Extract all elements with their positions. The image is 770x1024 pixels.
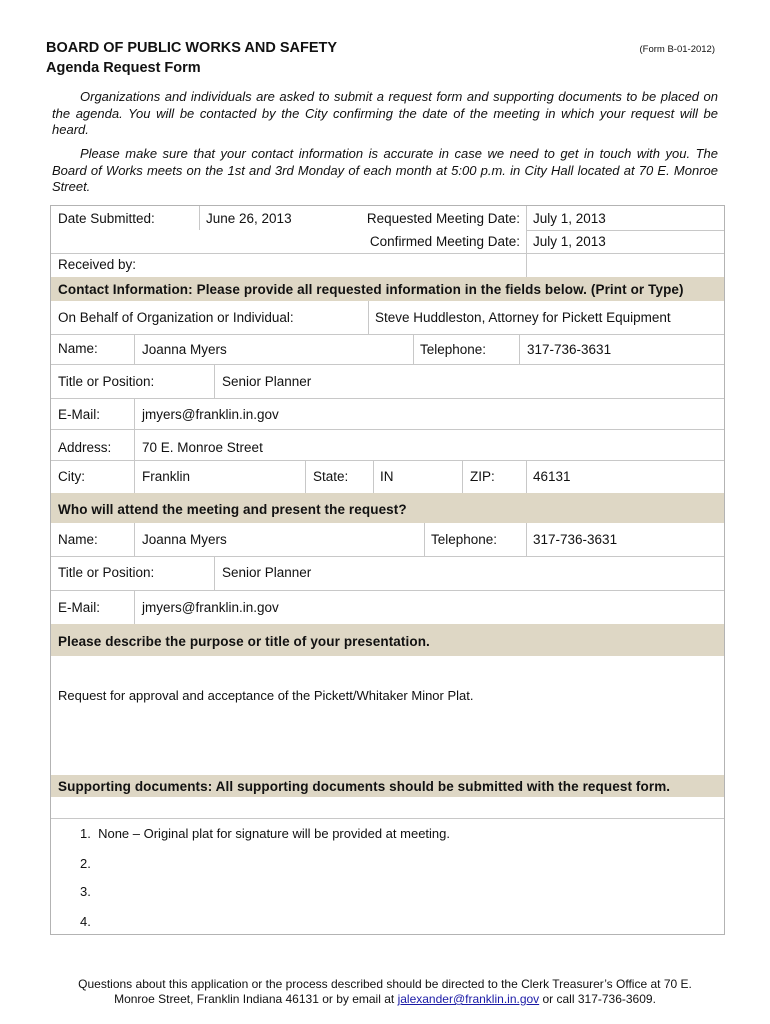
footer-note: Questions about this application or the process described should be directed to the Clerk Treasurer’s Office at 70 E. Monroe Street, Franklin Indiana 46131 or by email at jalexander@franklin.in.gov or call 317-736-3609. <box>78 977 692 1006</box>
attendee-name-field[interactable]: Joanna Myers <box>142 532 227 547</box>
state-field[interactable]: IN <box>380 469 394 484</box>
confirmed-date-field[interactable]: July 1, 2013 <box>533 234 606 249</box>
document-item-2[interactable]: 2. <box>80 856 91 871</box>
attendee-name-label: Name: <box>58 532 98 547</box>
contact-section-title: Contact Information: Please provide all requested information in the fields below. (Print or Type) <box>58 282 684 297</box>
state-label: State: <box>313 469 349 484</box>
attendee-title-label: Title or Position: <box>58 565 155 580</box>
purpose-section-title: Please describe the purpose or title of your presentation. <box>58 634 430 649</box>
document-item-4[interactable]: 4. <box>80 914 91 929</box>
document-item-1[interactable]: 1. None – Original plat for signature will be provided at meeting. <box>80 826 450 841</box>
city-field[interactable]: Franklin <box>142 469 191 484</box>
attendee-section-title: Who will attend the meeting and present the request? <box>58 502 407 517</box>
clerk-email-link[interactable]: jalexander@franklin.in.gov <box>397 992 540 1006</box>
purpose-text-field[interactable]: Request for approval and acceptance of the Pickett/Whitaker Minor Plat. <box>58 688 474 703</box>
contact-email-field[interactable]: jmyers@franklin.in.gov <box>142 407 279 422</box>
document-item-3[interactable]: 3. <box>80 884 91 899</box>
intro-paragraph-1: Organizations and individuals are asked to submit a request form and supporting documents to be placed on the agenda. You will be contacted by the City confirming the date of the meeting in which your request will be heard. <box>52 89 718 137</box>
contact-title-label: Title or Position: <box>58 374 155 389</box>
zip-label: ZIP: <box>470 469 495 484</box>
requested-date-field[interactable]: July 1, 2013 <box>533 211 606 226</box>
behalf-label: On Behalf of Organization or Individual: <box>58 310 294 325</box>
city-label: City: <box>58 469 85 484</box>
form-number: (Form B-01-2012) <box>639 44 715 55</box>
documents-section-title: Supporting documents: All supporting documents should be submitted with the request form. <box>58 779 671 794</box>
contact-email-label: E-Mail: <box>58 407 101 422</box>
form-subtitle: Agenda Request Form <box>46 60 201 76</box>
received-by-label: Received by: <box>58 257 137 272</box>
contact-title-field[interactable]: Senior Planner <box>222 374 312 389</box>
attendee-email-label: E-Mail: <box>58 600 101 615</box>
attendee-title-field[interactable]: Senior Planner <box>222 565 312 580</box>
confirmed-date-label: Confirmed Meeting Date: <box>369 234 520 249</box>
address-field[interactable]: 70 E. Monroe Street <box>142 440 263 455</box>
date-submitted-field[interactable]: June 26, 2013 <box>206 211 292 226</box>
address-label: Address: <box>58 440 112 455</box>
contact-telephone-field[interactable]: 317-736-3631 <box>527 342 612 357</box>
contact-telephone-label: Telephone: <box>420 342 487 357</box>
contact-name-label: Name: <box>58 341 98 356</box>
form-title: BOARD OF PUBLIC WORKS AND SAFETY <box>46 40 338 56</box>
attendee-email-field[interactable]: jmyers@franklin.in.gov <box>142 600 279 615</box>
requested-date-label: Requested Meeting Date: <box>366 211 520 226</box>
date-submitted-label: Date Submitted: <box>58 211 155 226</box>
attendee-telephone-label: Telephone: <box>431 532 498 547</box>
zip-field[interactable]: 46131 <box>533 469 571 484</box>
contact-name-field[interactable]: Joanna Myers <box>142 342 227 357</box>
intro-paragraph-2: Please make sure that your contact information is accurate in case we need to get in touch with you. The Board of Works meets on the 1st and 3rd Monday of each month at 5:00 p.m. in City Hall located at 70 E. Monroe Street. <box>52 146 718 194</box>
behalf-field[interactable]: Steve Huddleston, Attorney for Pickett Equipment <box>375 310 671 325</box>
attendee-telephone-field[interactable]: 317-736-3631 <box>533 532 618 547</box>
